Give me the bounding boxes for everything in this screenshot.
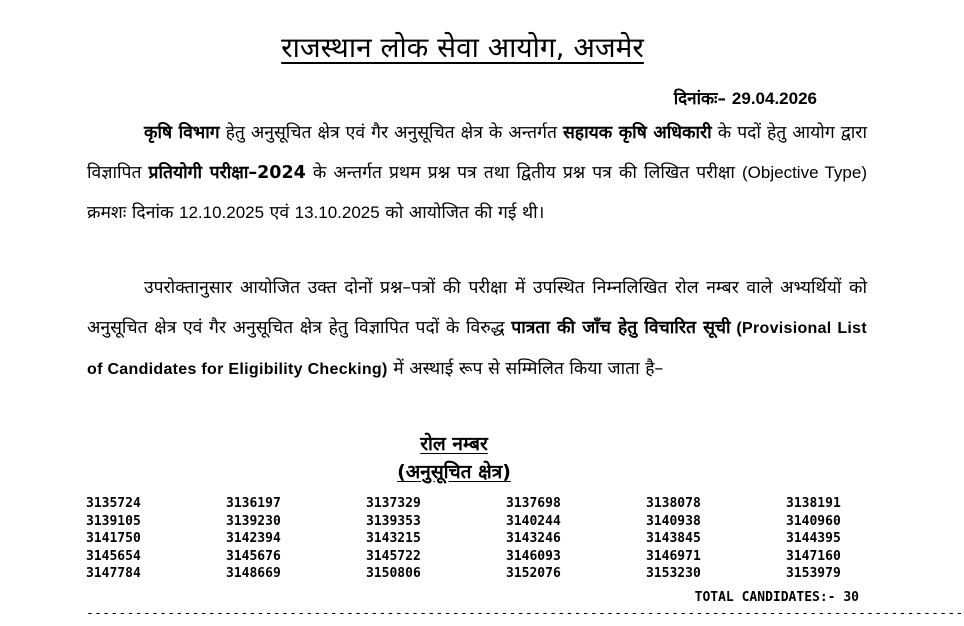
roll-number-cell: 3152076: [506, 566, 561, 582]
list-title-hindi: पात्रता की जाँच हेतु विचारित सूची: [511, 318, 731, 338]
roll-number-cell: 3147160: [786, 548, 841, 564]
list-title-english: (Provisional List of Candidates for Eligibility Checking): [87, 320, 867, 378]
date-label: दिनांकः–: [673, 89, 726, 109]
date-value: 29.04.2026: [731, 89, 817, 108]
roll-number-cell: 3140244: [506, 513, 561, 529]
roll-number-cell: 3153230: [646, 566, 701, 582]
roll-number-grid: [86, 495, 866, 583]
exam-type: (Objective Type): [742, 163, 867, 182]
roll-number-cell: 3146093: [506, 548, 561, 564]
para1-text-2: के पदों हेतु आयोग द्वारा विज्ञापित: [87, 123, 867, 183]
para1-text-4: क्रमशः दिनांक: [87, 203, 179, 223]
paragraph-intro: [87, 114, 867, 233]
roll-number-cell: 3143215: [366, 531, 421, 547]
roll-number-cell: 3146971: [646, 548, 701, 564]
paragraph-list-intro: [87, 268, 867, 390]
roll-number-cell: 3135724: [86, 496, 141, 511]
post-name: सहायक कृषि अधिकारी: [562, 123, 712, 143]
roll-number-cell: 3147784: [86, 566, 141, 582]
roll-number-cell: 3148669: [226, 566, 281, 582]
roll-number-cell: 3145722: [366, 548, 421, 564]
roll-number-cell: 3145676: [226, 548, 281, 564]
para2-text-1: उपरोक्तानुसार आयोजित उक्त दोनों प्रश्न–पत्रों की परीक्षा में उपस्थित निम्नलिखित रोल नम्बर वाले अभ्यर्थियों को अनुसूचित क्षेत्र एवं गैर अनुसूचित क्षेत्र हेतु विज्ञापित पदों के विरुद्ध: [87, 278, 867, 338]
roll-number-cell: 3138078: [646, 496, 701, 511]
para1-text-3: के अन्तर्गत प्रथम प्रश्न पत्र तथा द्वितीय प्रश्न पत्र की लिखित परीक्षा: [305, 163, 743, 183]
roll-number-cell: 3140938: [646, 513, 701, 529]
roll-number-cell: 3145654: [86, 548, 141, 564]
roll-number-cell: 3139353: [366, 513, 421, 529]
date-line: [674, 86, 817, 109]
para1-text-5: एवं: [264, 203, 295, 223]
roll-number-cell: 3137329: [366, 496, 421, 511]
scheduled-area-heading: (अनुसूचित क्षेत्र): [397, 461, 511, 483]
para2-text-2: में अस्थाई रूप से सम्मिलित किया जाता है–: [387, 359, 664, 379]
roll-number-cell: 3136197: [226, 496, 281, 511]
roll-number-cell: 3140960: [786, 513, 841, 529]
separator-line: ------------------------------------------------------------------------------------------------------------: [86, 606, 964, 621]
roll-number-cell: 3150806: [366, 566, 421, 582]
roll-number-cell: 3142394: [226, 531, 281, 547]
exam-date-2: 13.10.2025: [294, 203, 380, 222]
department-name: कृषि विभाग: [144, 123, 220, 143]
roll-number-cell: 3141750: [86, 531, 141, 547]
total-candidates: TOTAL CANDIDATES:- 30: [694, 590, 859, 605]
roll-number-cell: 3143845: [646, 531, 701, 547]
roll-number-cell: 3153979: [786, 566, 841, 582]
roll-number-cell: 3139230: [226, 513, 281, 529]
roll-number-cell: 3137698: [506, 496, 561, 511]
roll-number-heading: रोल नम्बर: [420, 433, 488, 455]
roll-number-cell: 3144395: [786, 531, 841, 547]
page-title: राजस्थान लोक सेवा आयोग, अजमेर: [281, 31, 644, 64]
para1-text-1: हेतु अनुसूचित क्षेत्र एवं गैर अनुसूचित क्षेत्र के अन्तर्गत: [219, 123, 563, 143]
roll-number-cell: 3143246: [506, 531, 561, 547]
para1-text-6: को आयोजित की गई थी।: [379, 203, 545, 223]
roll-number-cell: 3139105: [86, 513, 141, 529]
exam-name: प्रतियोगी परीक्षा–2024: [148, 163, 306, 183]
roll-number-cell: 3138191: [786, 496, 841, 511]
exam-date-1: 12.10.2025: [178, 203, 265, 222]
